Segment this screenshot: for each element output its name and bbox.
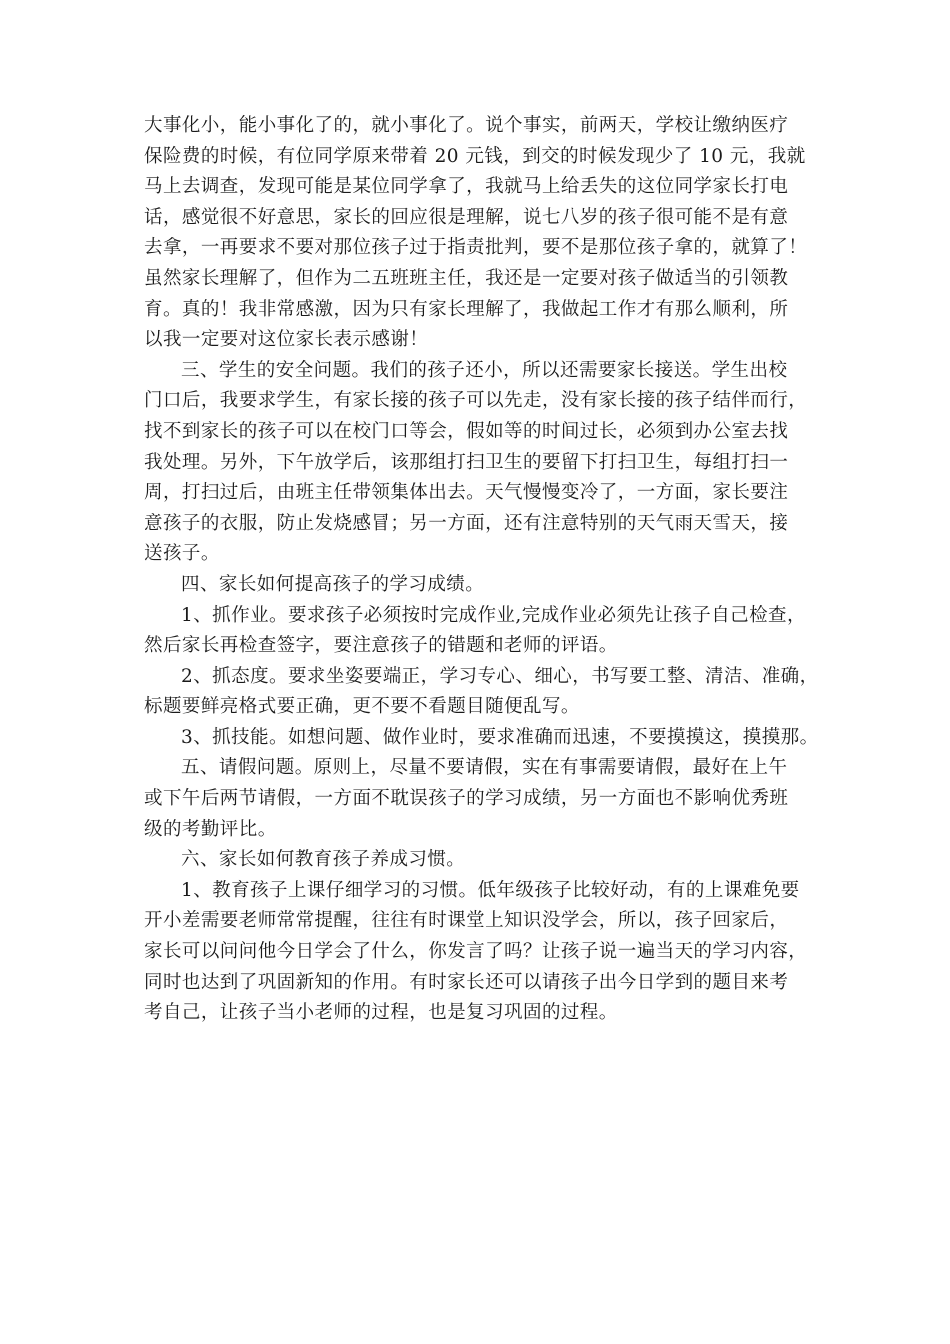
text-line: 六、家长如何教育孩子养成习惯。 <box>181 849 466 871</box>
text-line: 开小差需要老师常常提醒，往往有时课堂上知识没学会，所以，孩子回家后， <box>144 910 789 932</box>
text-line: 门口后，我要求学生，有家长接的孩子可以先走，没有家长接的孩子结伴而行， <box>144 390 808 412</box>
text-line: 大事化小，能小事化了的，就小事化了。说个事实，前两天，学校让缴纳医疗 <box>144 115 789 136</box>
text-line: 3、抓技能。如想问题、做作业时，要求准确而迅速，不要摸摸这，摸摸那。 <box>181 726 819 748</box>
text-line: 家长可以问问他今日学会了什么，你发言了吗？让孩子说一遍当天的学习内容， <box>144 941 808 963</box>
text-line: 或下午后两节请假，一方面不耽误孩子的学习成绩，另一方面也不影响优秀班 <box>144 788 789 810</box>
text-line: 去拿，一再要求不要对那位孩子过于指责批判，要不是那位孩子拿的，就算了！ <box>144 237 808 259</box>
text-line: 然后家长再检查签字，要注意孩子的错题和老师的评语。 <box>144 635 618 657</box>
text-line: 马上去调查，发现可能是某位同学拿了，我就马上给丢失的这位同学家长打电 <box>144 176 789 198</box>
text-line: 保险费的时候，有位同学原来带着 20 元钱，到交的时候发现少了 10 元，我就 <box>144 145 806 167</box>
text-line: 虽然家长理解了，但作为二五班班主任，我还是一定要对孩子做适当的引领教 <box>144 267 789 289</box>
text-line: 育。真的！我非常感激，因为只有家长理解了，我做起工作才有那么顺利，所 <box>144 298 789 320</box>
text-line: 我处理。另外，下午放学后，该那组打扫卫生的要留下打扫卫生，每组打扫一 <box>144 451 789 473</box>
text-line: 送孩子。 <box>144 543 220 565</box>
paragraph <box>144 845 816 876</box>
text-line: 四、家长如何提高孩子的学习成绩。 <box>181 573 485 595</box>
text-line: 级的考勤评比。 <box>144 818 277 840</box>
paragraph <box>144 753 816 845</box>
text-line: 标题要鲜亮格式要正确，更不要不看题目随便乱写。 <box>144 696 580 718</box>
paragraph <box>144 356 816 570</box>
text-line: 以我一定要对这位家长表示感谢！ <box>144 329 429 351</box>
text-line: 三、学生的安全问题。我们的孩子还小，所以还需要家长接送。学生出校 <box>181 359 788 381</box>
text-line: 周，打扫过后，由班主任带领集体出去。天气慢慢变冷了，一方面，家长要注 <box>144 482 789 504</box>
paragraph <box>144 876 816 1029</box>
text-line: 同时也达到了巩固新知的作用。有时家长还可以请孩子出今日学到的题目来考 <box>144 971 789 993</box>
text-line: 1、教育孩子上课仔细学习的习惯。低年级孩子比较好动，有的上课难免要 <box>181 879 800 901</box>
paragraph <box>144 723 819 754</box>
text-line: 2、抓态度。要求坐姿要端正，学习专心、细心，书写要工整、清洁、准确， <box>181 665 819 687</box>
text-line: 考自己，让孩子当小老师的过程，也是复习巩固的过程。 <box>144 1002 618 1024</box>
paragraph <box>144 570 816 601</box>
text-line: 找不到家长的孩子可以在校门口等会，假如等的时间过长，必须到办公室去找 <box>144 420 789 442</box>
paragraph <box>144 662 819 723</box>
text-line: 意孩子的衣服，防止发烧感冒；另一方面，还有注意特别的天气雨天雪天，接 <box>144 512 789 534</box>
document-page <box>144 111 819 1029</box>
paragraph <box>144 111 816 356</box>
paragraph <box>144 601 816 662</box>
text-line: 话，感觉很不好意思，家长的回应很是理解，说七八岁的孩子很可能不是有意 <box>144 206 789 228</box>
text-line: 1、抓作业。要求孩子必须按时完成作业,完成作业必须先让孩子自己检查， <box>181 604 806 626</box>
text-line: 五、请假问题。原则上，尽量不要请假，实在有事需要请假，最好在上午 <box>181 757 788 779</box>
